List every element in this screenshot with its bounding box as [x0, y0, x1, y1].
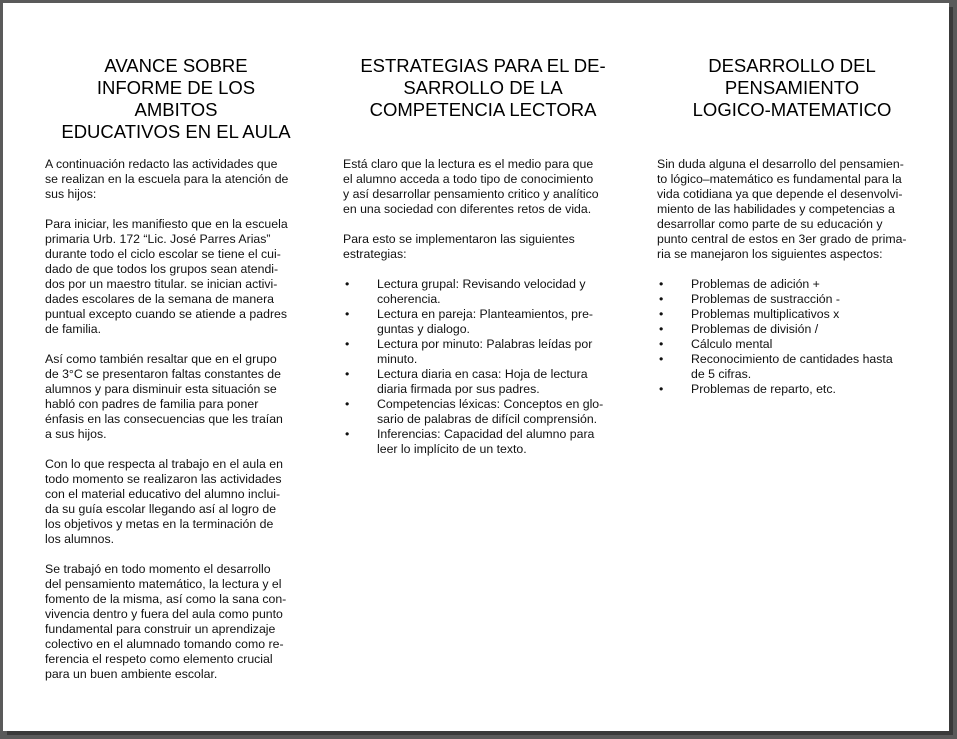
paragraph [45, 457, 307, 547]
text-line: coherencia. [377, 292, 441, 306]
text-line: to lógico–matemático es fundamental para la [657, 172, 902, 186]
list-item [657, 277, 927, 292]
strategy-list [343, 277, 623, 457]
paragraph [45, 157, 307, 202]
text-line: vivencia dentro y fuera del aula como punto [45, 607, 283, 621]
text-line: fundamental para construir un aprendizaje [45, 622, 276, 636]
bullet-icon: • [345, 397, 350, 411]
text-line: puntual excepto cuando se atiende a padres [45, 307, 288, 321]
text-line: Lectura diaria en casa: Hoja de lectura [377, 367, 588, 381]
paragraph [45, 217, 307, 337]
bullet-icon: • [659, 382, 664, 396]
title-line: AVANCE SOBRE [104, 55, 248, 76]
bullet-icon: • [345, 307, 350, 321]
text-line: alumnos y para disminuir esta situación se [45, 382, 277, 396]
text-line: miento de las habilidades y competencias a [657, 202, 895, 216]
text-line: y así desarrollar pensamiento critico y analítico [343, 187, 599, 201]
list-item [343, 367, 623, 397]
title-line: AMBITOS [134, 99, 218, 120]
list-item [657, 382, 927, 397]
text-line: dades escolares de la semana de manera [45, 292, 274, 306]
bullet-icon: • [659, 352, 664, 366]
paragraph [45, 562, 307, 682]
text-line: desarrollar como parte de su educación y [657, 217, 883, 231]
list-item [343, 397, 623, 427]
text-line: Problemas multiplicativos x [691, 307, 840, 321]
list-item [343, 427, 623, 457]
text-line: todo momento se realizaron las actividades [45, 472, 282, 486]
text-line: Con lo que respecta al trabajo en el aula en [45, 457, 283, 471]
title-line: PENSAMIENTO [724, 77, 860, 98]
text-line: Para esto se implementaron las siguientes [343, 232, 575, 246]
text-line: Inferencias: Capacidad del alumno para [377, 427, 595, 441]
aspects-list [657, 277, 927, 397]
bullet-icon: • [345, 277, 350, 291]
column-desarrollo [657, 55, 927, 397]
bullet-icon: • [659, 337, 664, 351]
title-line: COMPETENCIA LECTORA [369, 99, 597, 120]
column-title [45, 55, 307, 143]
text-line: vida cotidiana ya que depende el desenvolvi- [657, 187, 903, 201]
title-line: ESTRATEGIAS PARA EL DE- [360, 55, 606, 76]
text-line: punto central de estos en 3er grado de prima- [657, 232, 907, 246]
paragraph [45, 352, 307, 442]
text-line: los objetivos y metas en la terminación de [45, 517, 274, 531]
text-line: Está claro que la lectura es el medio para que [343, 157, 594, 171]
text-line: da su guía escolar llegando así al logro de [45, 502, 277, 516]
bullet-icon: • [345, 367, 350, 381]
text-line: con el material educativo del alumno inclui- [45, 487, 281, 501]
text-line: Lectura en pareja: Planteamientos, pre- [377, 307, 594, 321]
list-item [343, 277, 623, 307]
text-line: de 5 cifras. [691, 367, 752, 381]
text-line: de 3°C se presentaron faltas constantes de [45, 367, 281, 381]
text-line: A continuación redacto las actividades que [45, 157, 278, 171]
list-item [657, 307, 927, 322]
text-line: Problemas de división / [691, 322, 819, 336]
text-line: dos por un maestro titular. se inician activi- [45, 277, 278, 291]
document-page [3, 3, 949, 731]
text-line: ria se manejaron los siguientes aspectos: [657, 247, 883, 261]
title-line: EDUCATIVOS EN EL AULA [61, 121, 291, 142]
text-line: minuto. [377, 352, 418, 366]
text-line: a sus hijos. [45, 427, 107, 441]
text-line: estrategias: [343, 247, 407, 261]
text-line: Problemas de reparto, etc. [691, 382, 836, 396]
text-line: en una sociedad con diferentes retos de vida. [343, 202, 592, 216]
text-line: Así como también resaltar que en el grupo [45, 352, 277, 366]
text-line: guntas y dialogo. [377, 322, 470, 336]
list-item [657, 337, 927, 352]
text-line: Problemas de adición + [691, 277, 820, 291]
bullet-icon: • [659, 277, 664, 291]
text-line: fomento de la misma, así como la sana con- [45, 592, 287, 606]
text-line: se realizan en la escuela para la atención de [45, 172, 289, 186]
text-line: sus hijos: [45, 187, 97, 201]
text-line: Cálculo mental [691, 337, 773, 351]
paragraph [343, 232, 623, 262]
title-line: INFORME DE LOS [96, 77, 256, 98]
title-line: DESARROLLO DEL [708, 55, 876, 76]
list-item [657, 292, 927, 307]
text-line: Para iniciar, les manifiesto que en la escuela [45, 217, 288, 231]
list-item [657, 322, 927, 337]
text-line: Sin duda alguna el desarrollo del pensamien- [657, 157, 904, 171]
text-line: Reconocimiento de cantidades hasta [691, 352, 893, 366]
text-line: dado de que todos los grupos sean atendi- [45, 262, 279, 276]
text-line: ferencia el respeto como elemento crucial [45, 652, 273, 666]
list-item [343, 307, 623, 337]
text-line: Competencias léxicas: Conceptos en glo- [377, 397, 604, 411]
text-line: habló con padres de familia para poner [45, 397, 259, 411]
bullet-icon: • [659, 292, 664, 306]
text-line: sario de palabras de difícil comprensión. [377, 412, 598, 426]
text-line: colectivo en el alumnado tomando como re- [45, 637, 284, 651]
bullet-icon: • [659, 322, 664, 336]
text-line: Lectura por minuto: Palabras leídas por [377, 337, 593, 351]
text-line: leer lo implícito de un texto. [377, 442, 527, 456]
list-item [343, 337, 623, 367]
text-line: diaria firmada por sus padres. [377, 382, 540, 396]
text-line: Lectura grupal: Revisando velocidad y [377, 277, 586, 291]
text-line: el alumno acceda a todo tipo de conocimiento [343, 172, 594, 186]
text-line: para un buen ambiente escolar. [45, 667, 218, 681]
column-estrategias [343, 55, 623, 457]
bullet-icon: • [659, 307, 664, 321]
text-line: del pensamiento matemático, la lectura y el [45, 577, 282, 591]
title-line: SARROLLO DE LA [403, 77, 563, 98]
column-title [657, 55, 927, 121]
text-line: los alumnos. [45, 532, 115, 546]
paragraph [343, 157, 623, 217]
text-line: de familia. [45, 322, 102, 336]
title-line: LOGICO-MATEMATICO [692, 99, 892, 120]
column-avance [45, 55, 307, 697]
text-line: durante todo el ciclo escolar se tiene el cui- [45, 247, 281, 261]
text-line: énfasis en las consecuencias que les traían [45, 412, 283, 426]
paragraph [657, 157, 927, 262]
text-line: Problemas de sustracción - [691, 292, 840, 306]
column-title [343, 55, 623, 121]
list-item [657, 352, 927, 382]
text-line: Se trabajó en todo momento el desarrollo [45, 562, 271, 576]
bullet-icon: • [345, 337, 350, 351]
text-line: primaria Urb. 172 “Lic. José Parres Arias” [45, 232, 271, 246]
bullet-icon: • [345, 427, 350, 441]
